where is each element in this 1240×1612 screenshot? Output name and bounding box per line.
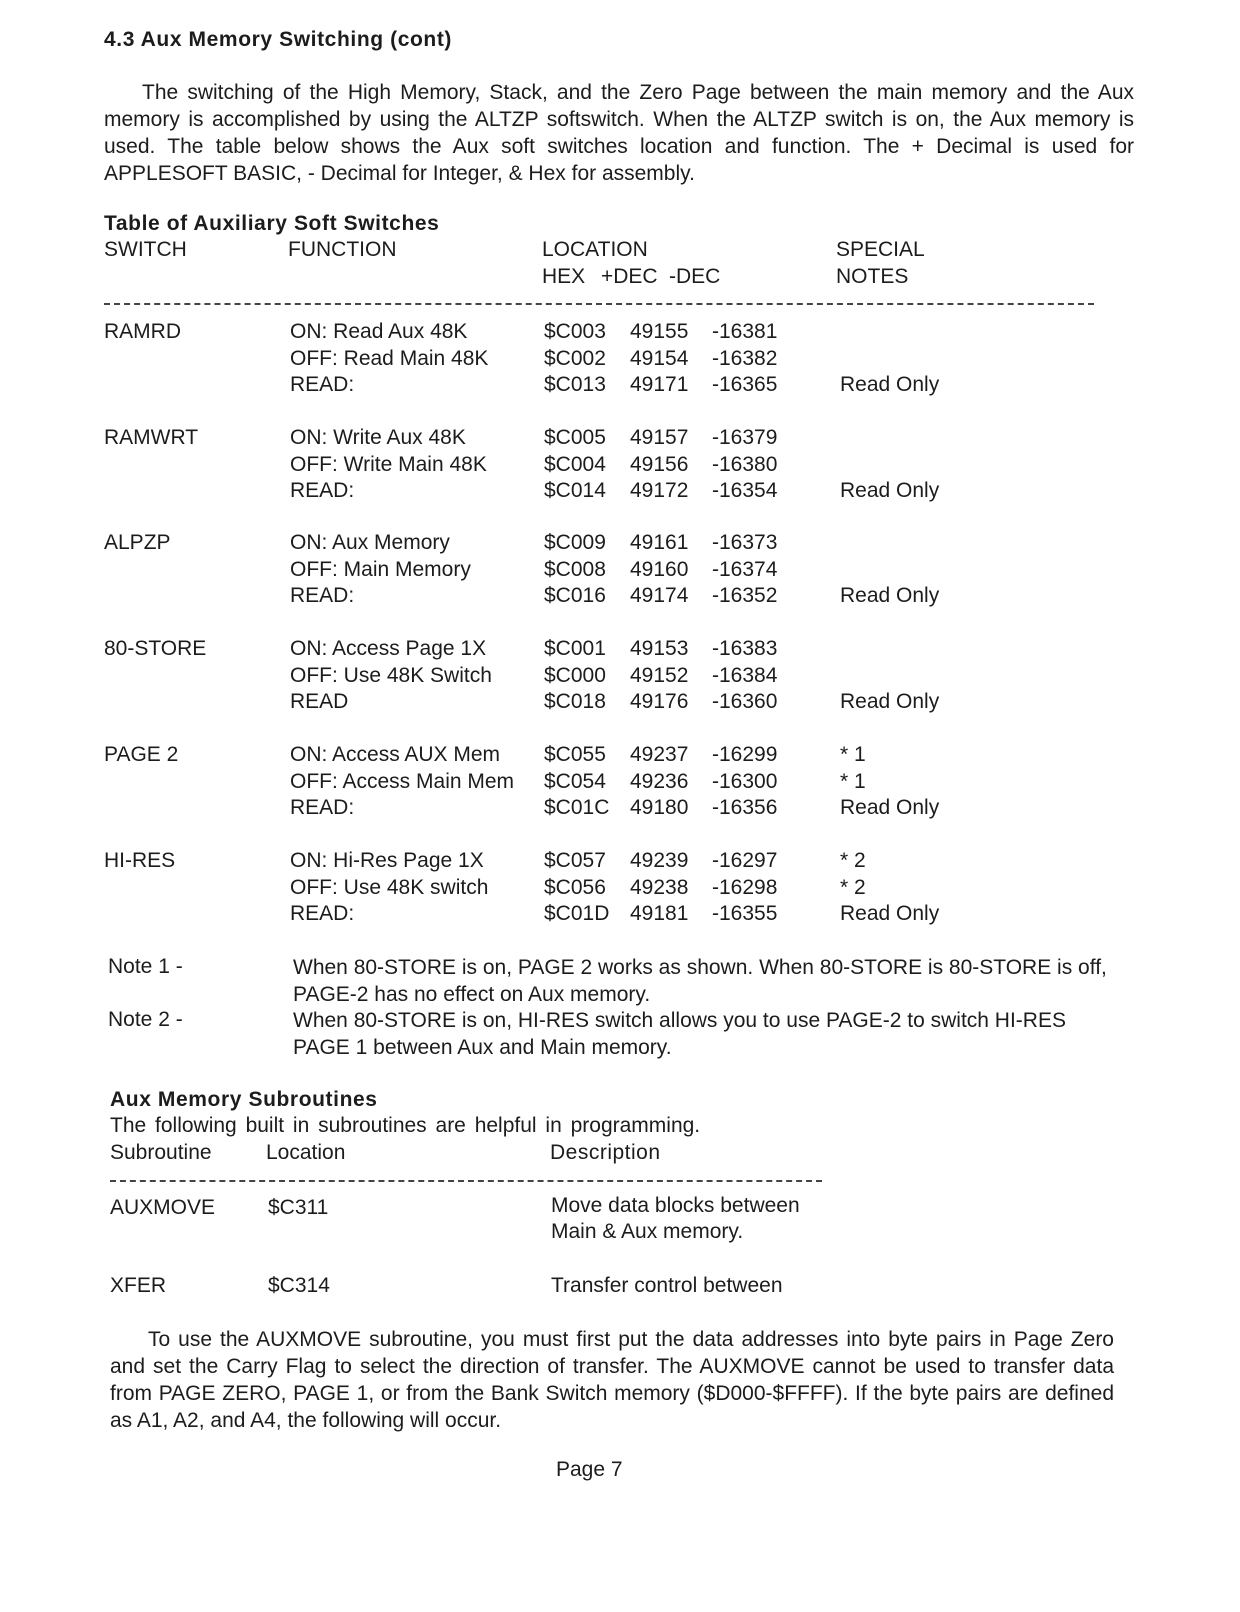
hex-address: $C004 <box>544 452 606 476</box>
switch-function: ON: Read Aux 48K <box>290 320 468 343</box>
switch-function: READ: <box>290 902 355 925</box>
switch-name: RAMWRT <box>104 426 199 449</box>
minus-decimal: -16381 <box>712 320 778 343</box>
switch-function: OFF: Main Memory <box>290 557 471 581</box>
sub-location: $C314 <box>268 1274 330 1297</box>
table-row <box>0 347 1240 373</box>
hex-address: $C056 <box>544 875 606 899</box>
header-function: FUNCTION <box>288 238 397 261</box>
minus-decimal: -16356 <box>712 796 778 819</box>
hex-address: $C013 <box>544 373 606 396</box>
table-row <box>0 637 1240 663</box>
special-note: * 2 <box>840 849 866 872</box>
plus-decimal: 49172 <box>630 479 689 502</box>
header-hex: HEX <box>542 265 586 288</box>
hex-address: $C001 <box>544 637 606 660</box>
subroutines-intro: The following built in subroutines are helpful in programming. <box>110 1114 701 1137</box>
sub-header-description: Description <box>550 1141 661 1164</box>
table-row <box>0 320 1240 346</box>
switch-function: OFF: Use 48K switch <box>290 875 489 899</box>
hex-address: $C005 <box>544 426 606 449</box>
switch-function: READ: <box>290 479 355 502</box>
minus-decimal: -16374 <box>712 557 778 581</box>
plus-decimal: 49180 <box>630 796 689 819</box>
hex-address: $C018 <box>544 690 606 713</box>
plus-decimal: 49152 <box>630 663 689 687</box>
table-row <box>0 902 1240 928</box>
plus-decimal: 49238 <box>630 875 689 899</box>
header-location: LOCATION <box>542 238 648 261</box>
hex-address: $C009 <box>544 531 606 554</box>
hex-address: $C002 <box>544 346 606 370</box>
header-special: SPECIAL <box>836 238 925 261</box>
table-row <box>0 531 1240 557</box>
plus-decimal: 49176 <box>630 690 689 713</box>
table-row <box>0 584 1240 610</box>
closing-paragraph: To use the AUXMOVE subroutine, you must first put the data addresses into byte pairs in Page Zero and set the Carry Flag to select the direction of transfer. The AUXMOVE cannot be used to transfer data from PAGE ZERO, PAGE 1, or from the Bank Switch memory ($D000-$FFFF). If the byte pairs are defined as A1, A2, and A4, the following will occur. <box>110 1328 1114 1432</box>
table-row <box>0 558 1240 584</box>
sub-name: XFER <box>110 1274 167 1297</box>
table-divider <box>104 303 1094 305</box>
minus-decimal: -16373 <box>712 531 778 554</box>
minus-decimal: -16382 <box>712 346 778 370</box>
switch-function: READ <box>290 690 349 713</box>
hex-address: $C01D <box>544 902 610 925</box>
minus-decimal: -16360 <box>712 690 778 713</box>
minus-decimal: -16352 <box>712 584 778 607</box>
section-heading: 4.3 Aux Memory Switching (cont) <box>104 28 453 51</box>
switch-function: OFF: Use 48K Switch <box>290 663 492 687</box>
hex-address: $C054 <box>544 769 606 793</box>
sub-name: AUXMOVE <box>110 1196 216 1219</box>
note-label: Note 2 - <box>108 1008 183 1031</box>
page-number: Page 7 <box>556 1458 623 1481</box>
switch-function: ON: Hi-Res Page 1X <box>290 849 484 872</box>
table-row <box>0 453 1240 479</box>
subroutine-divider <box>110 1180 822 1182</box>
plus-decimal: 49154 <box>630 346 689 370</box>
header-switch: SWITCH <box>104 238 187 261</box>
table-row <box>0 743 1240 769</box>
intro-paragraph: The switching of the High Memory, Stack, and the Zero Page between the main memory and the Aux memory is accomplished by using the ALTZP softswitch. When the ALTZP switch is on, the Aux memory is used. The table below shows the Aux soft switches location and function. The + Decimal is used for APPLESOFT BASIC, - Decimal for Integer, & Hex for assembly. <box>104 81 1134 185</box>
note-label: Note 1 - <box>108 955 183 978</box>
hex-address: $C008 <box>544 557 606 581</box>
minus-decimal: -16299 <box>712 743 778 766</box>
plus-decimal: 49174 <box>630 584 689 607</box>
hex-address: $C014 <box>544 479 606 502</box>
minus-decimal: -16380 <box>712 452 778 476</box>
switch-function: READ: <box>290 584 355 607</box>
switch-name: PAGE 2 <box>104 743 179 766</box>
plus-decimal: 49155 <box>630 320 689 343</box>
table-row <box>0 770 1240 796</box>
switch-name: HI-RES <box>104 849 176 872</box>
plus-decimal: 49171 <box>630 373 689 396</box>
table-row <box>0 479 1240 505</box>
plus-decimal: 49236 <box>630 769 689 793</box>
plus-decimal: 49237 <box>630 743 689 766</box>
hex-address: $C016 <box>544 584 606 607</box>
plus-decimal: 49181 <box>630 902 689 925</box>
table-row <box>0 876 1240 902</box>
sub-description: Transfer control between <box>551 1274 783 1297</box>
special-note: Read Only <box>840 690 940 713</box>
minus-decimal: -16384 <box>712 663 778 687</box>
table-row <box>0 426 1240 452</box>
table-row <box>0 664 1240 690</box>
special-note: * 1 <box>840 743 866 766</box>
plus-decimal: 49157 <box>630 426 689 449</box>
minus-decimal: -16355 <box>712 902 778 925</box>
switch-name: 80-STORE <box>104 637 207 660</box>
header-pdec: +DEC <box>601 265 658 288</box>
special-note: Read Only <box>840 373 940 396</box>
sub-description: Main & Aux memory. <box>551 1220 744 1243</box>
header-notes: NOTES <box>836 265 909 288</box>
minus-decimal: -16354 <box>712 479 778 502</box>
table-row <box>0 849 1240 875</box>
sub-header-location: Location <box>266 1141 346 1164</box>
hex-address: $C057 <box>544 849 606 872</box>
note-text: When 80-STORE is on, HI-RES switch allows you to use PAGE-2 to switch HI-RES PAGE 1 between Aux and Main memory. <box>293 1009 1066 1059</box>
switch-name: ALPZP <box>104 531 171 554</box>
plus-decimal: 49160 <box>630 557 689 581</box>
subroutines-heading: Aux Memory Subroutines <box>110 1088 378 1111</box>
special-note: Read Only <box>840 902 940 925</box>
table-row <box>0 796 1240 822</box>
switch-function: OFF: Access Main Mem <box>290 769 515 793</box>
table-row <box>0 690 1240 716</box>
switch-name: RAMRD <box>104 320 181 343</box>
switch-function: OFF: Read Main 48K <box>290 346 489 370</box>
minus-decimal: -16300 <box>712 769 778 793</box>
special-note: * 2 <box>840 875 866 899</box>
plus-decimal: 49156 <box>630 452 689 476</box>
minus-decimal: -16297 <box>712 849 778 872</box>
special-note: Read Only <box>840 479 940 502</box>
special-note: Read Only <box>840 796 940 819</box>
switch-function: OFF: Write Main 48K <box>290 452 487 476</box>
minus-decimal: -16298 <box>712 875 778 899</box>
sub-description: Move data blocks between <box>551 1194 800 1217</box>
header-ndec: -DEC <box>669 265 721 288</box>
note-text: When 80-STORE is on, PAGE 2 works as shown. When 80-STORE is 80-STORE is off, PAGE-2 has no effect on Aux memory. <box>293 956 1107 1006</box>
sub-location: $C311 <box>268 1196 329 1219</box>
switch-function: READ: <box>290 373 355 396</box>
hex-address: $C01C <box>544 796 610 819</box>
switch-function: ON: Access AUX Mem <box>290 743 501 766</box>
table-title: Table of Auxiliary Soft Switches <box>104 212 440 235</box>
plus-decimal: 49239 <box>630 849 689 872</box>
minus-decimal: -16383 <box>712 637 778 660</box>
switch-function: ON: Access Page 1X <box>290 637 487 660</box>
switch-function: ON: Aux Memory <box>290 531 450 554</box>
plus-decimal: 49161 <box>630 531 689 554</box>
sub-header-name: Subroutine <box>110 1141 212 1164</box>
hex-address: $C055 <box>544 743 606 766</box>
minus-decimal: -16379 <box>712 426 778 449</box>
switch-function: ON: Write Aux 48K <box>290 426 466 449</box>
switch-function: READ: <box>290 796 355 819</box>
hex-address: $C003 <box>544 320 606 343</box>
plus-decimal: 49153 <box>630 637 689 660</box>
hex-address: $C000 <box>544 663 606 687</box>
special-note: Read Only <box>840 584 940 607</box>
table-row <box>0 373 1240 399</box>
minus-decimal: -16365 <box>712 373 778 396</box>
special-note: * 1 <box>840 769 866 793</box>
